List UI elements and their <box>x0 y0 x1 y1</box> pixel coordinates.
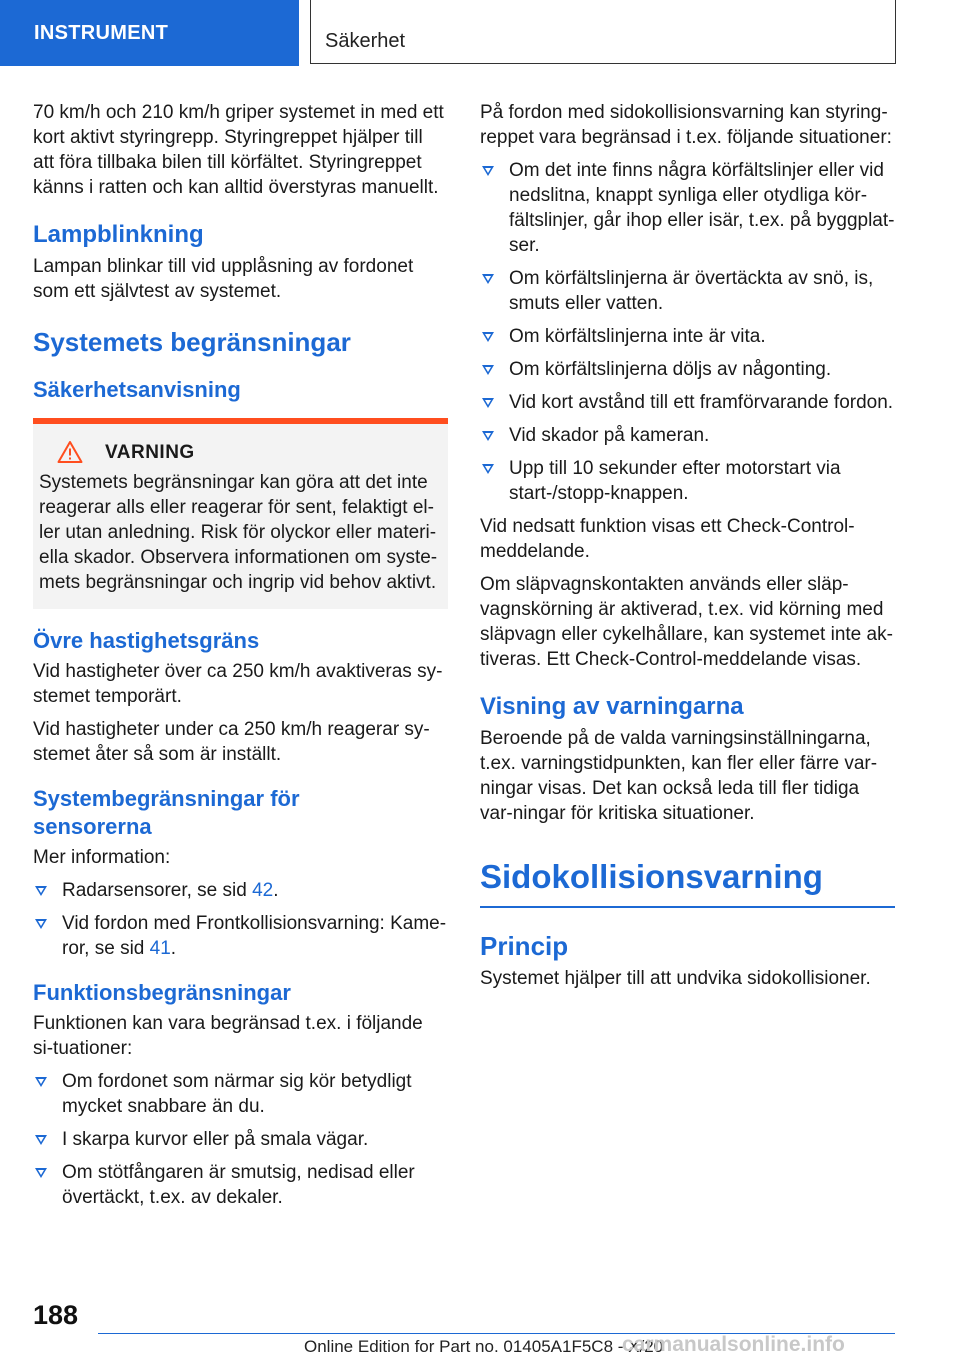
list-item: Om körfältslinjerna är övertäckta av snö, is, smuts eller vatten. <box>480 266 895 316</box>
bullet-triangle-icon <box>482 365 494 375</box>
check-control-paragraph: Vid nedsatt funktion visas ett Check-Control-meddelande. <box>480 516 855 562</box>
edition-note: Online Edition for Part no. 01405A1F5C8 - X/20 <box>304 1337 664 1356</box>
bullet-triangle-icon <box>482 166 494 176</box>
trailer-paragraph: Om släpvagnskontakten används eller släp-vagnskörning är aktiverad, t.ex. vid körning med släpvagn eller cykelhållare, kan systemet inte ak-tiveras. Ett Check-Control-meddelande visas. <box>480 574 893 670</box>
bullet-triangle-icon <box>482 431 494 441</box>
left-column <box>33 100 448 1218</box>
display-heading: Visning av varningarna <box>480 693 744 720</box>
limits-heading: Systemets begränsningar <box>33 327 351 357</box>
lamp-paragraph: Lampan blinkar till vid upplåsning av fordonet som ett självtest av systemet. <box>33 256 414 302</box>
intro-paragraph: 70 km/h och 210 km/h griper systemet in med ett kort aktivt styringrepp. Styringreppet hjälper till att föra tillbaka bilen till körfältet. Styringreppet känns i ratten och kan alltid överstyras manuellt. <box>33 102 444 198</box>
list-item: Vid kort avstånd till ett framförvarande fordon. <box>480 390 895 415</box>
bullet-triangle-icon <box>35 919 47 929</box>
sensor-heading-line-1: Systembegränsningar för <box>33 786 300 811</box>
bullet-triangle-icon <box>482 464 494 474</box>
list-item: Vid skador på kameran. <box>480 423 895 448</box>
bullet-triangle-icon <box>482 274 494 284</box>
sensor-list <box>33 878 448 961</box>
function-intro: Funktionen kan vara begränsad t.ex. i följande si-tuationer: <box>33 1013 423 1059</box>
right-column <box>480 100 895 999</box>
section-title: Säkerhet <box>310 0 896 64</box>
speed-paragraph-1: Vid hastigheter över ca 250 km/h avaktiveras sy-stemet temporärt. <box>33 661 443 707</box>
list-item: Upp till 10 sekunder efter motorstart via start-/stopp-knappen. <box>480 456 895 506</box>
list-item: Om körfältslinjerna döljs av någonting. <box>480 357 895 382</box>
list-item: I skarpa kurvor eller på smala vägar. <box>33 1127 448 1152</box>
sensor-heading-line-2: sensorerna <box>33 814 152 839</box>
chapter-heading: Sidokollisionsvarning <box>480 856 895 908</box>
lamp-heading: Lampblinkning <box>33 221 204 248</box>
warning-text: Systemets begränsningar kan göra att det inte reagerar alls eller reagerar för sent, felaktigt el-ler utan anledning. Risk för olyckor eller materi-ella skador. Observera informationen om syste-mets begränsningar och ingrip vid behov aktivt. <box>39 472 438 593</box>
page-link[interactable]: 42 <box>252 880 274 901</box>
chapter-tab: INSTRUMENT <box>0 0 299 66</box>
bullet-triangle-icon <box>35 1135 47 1145</box>
right-intro: På fordon med sidokollisionsvarning kan styring-reppet vara begränsad i t.ex. följande situationer: <box>480 102 892 148</box>
sensor-intro: Mer information: <box>33 847 171 868</box>
list-item: Vid fordon med Frontkollisionsvarning: Kame-ror, se sid 41. <box>33 911 448 961</box>
bullet-triangle-icon <box>35 1168 47 1178</box>
situation-list <box>480 158 895 506</box>
warning-triangle-icon <box>57 440 83 464</box>
principle-heading: Princip <box>480 931 569 961</box>
bullet-triangle-icon <box>482 398 494 408</box>
list-item: Om stötfångaren är smutsig, nedisad eller övertäckt, t.ex. av dekaler. <box>33 1160 448 1210</box>
page-header <box>0 0 960 66</box>
display-paragraph: Beroende på de valda varningsinställningarna, t.ex. varningstidpunkten, kan fler eller färre var-ningar visas. Det kan också leda till fler tidiga var-ningar för kritiska situationer. <box>480 728 878 824</box>
function-list <box>33 1069 448 1210</box>
watermark: carmanualsonline.info <box>622 1333 845 1356</box>
bullet-triangle-icon <box>35 1077 47 1087</box>
speed-paragraph-2: Vid hastigheter under ca 250 km/h reagerar sy-stemet åter så som är inställt. <box>33 719 430 765</box>
principle-paragraph: Systemet hjälper till att undvika sidokollisioner. <box>480 968 871 989</box>
sensor-heading <box>33 785 448 841</box>
function-heading: Funktionsbegränsningar <box>33 980 291 1005</box>
warning-header <box>39 440 442 470</box>
bullet-triangle-icon <box>482 332 494 342</box>
page-link[interactable]: 41 <box>149 938 171 959</box>
list-item: Radarsensorer, se sid 42. <box>33 878 448 903</box>
page-number: 188 <box>33 1300 79 1330</box>
warning-box <box>33 418 448 609</box>
list-item: Om det inte finns några körfältslinjer eller vid nedslitna, knappt synliga eller otydliga kör-fältslinjer, går ihop eller isär, t.ex. på byggplat-ser. <box>480 158 895 258</box>
bullet-triangle-icon <box>35 886 47 896</box>
safety-heading: Säkerhetsanvisning <box>33 377 241 402</box>
warning-title: VARNING <box>105 442 195 463</box>
list-item: Om fordonet som närmar sig kör betydligt mycket snabbare än du. <box>33 1069 448 1119</box>
speed-heading: Övre hastighetsgräns <box>33 628 260 653</box>
list-item: Om körfältslinjerna inte är vita. <box>480 324 895 349</box>
